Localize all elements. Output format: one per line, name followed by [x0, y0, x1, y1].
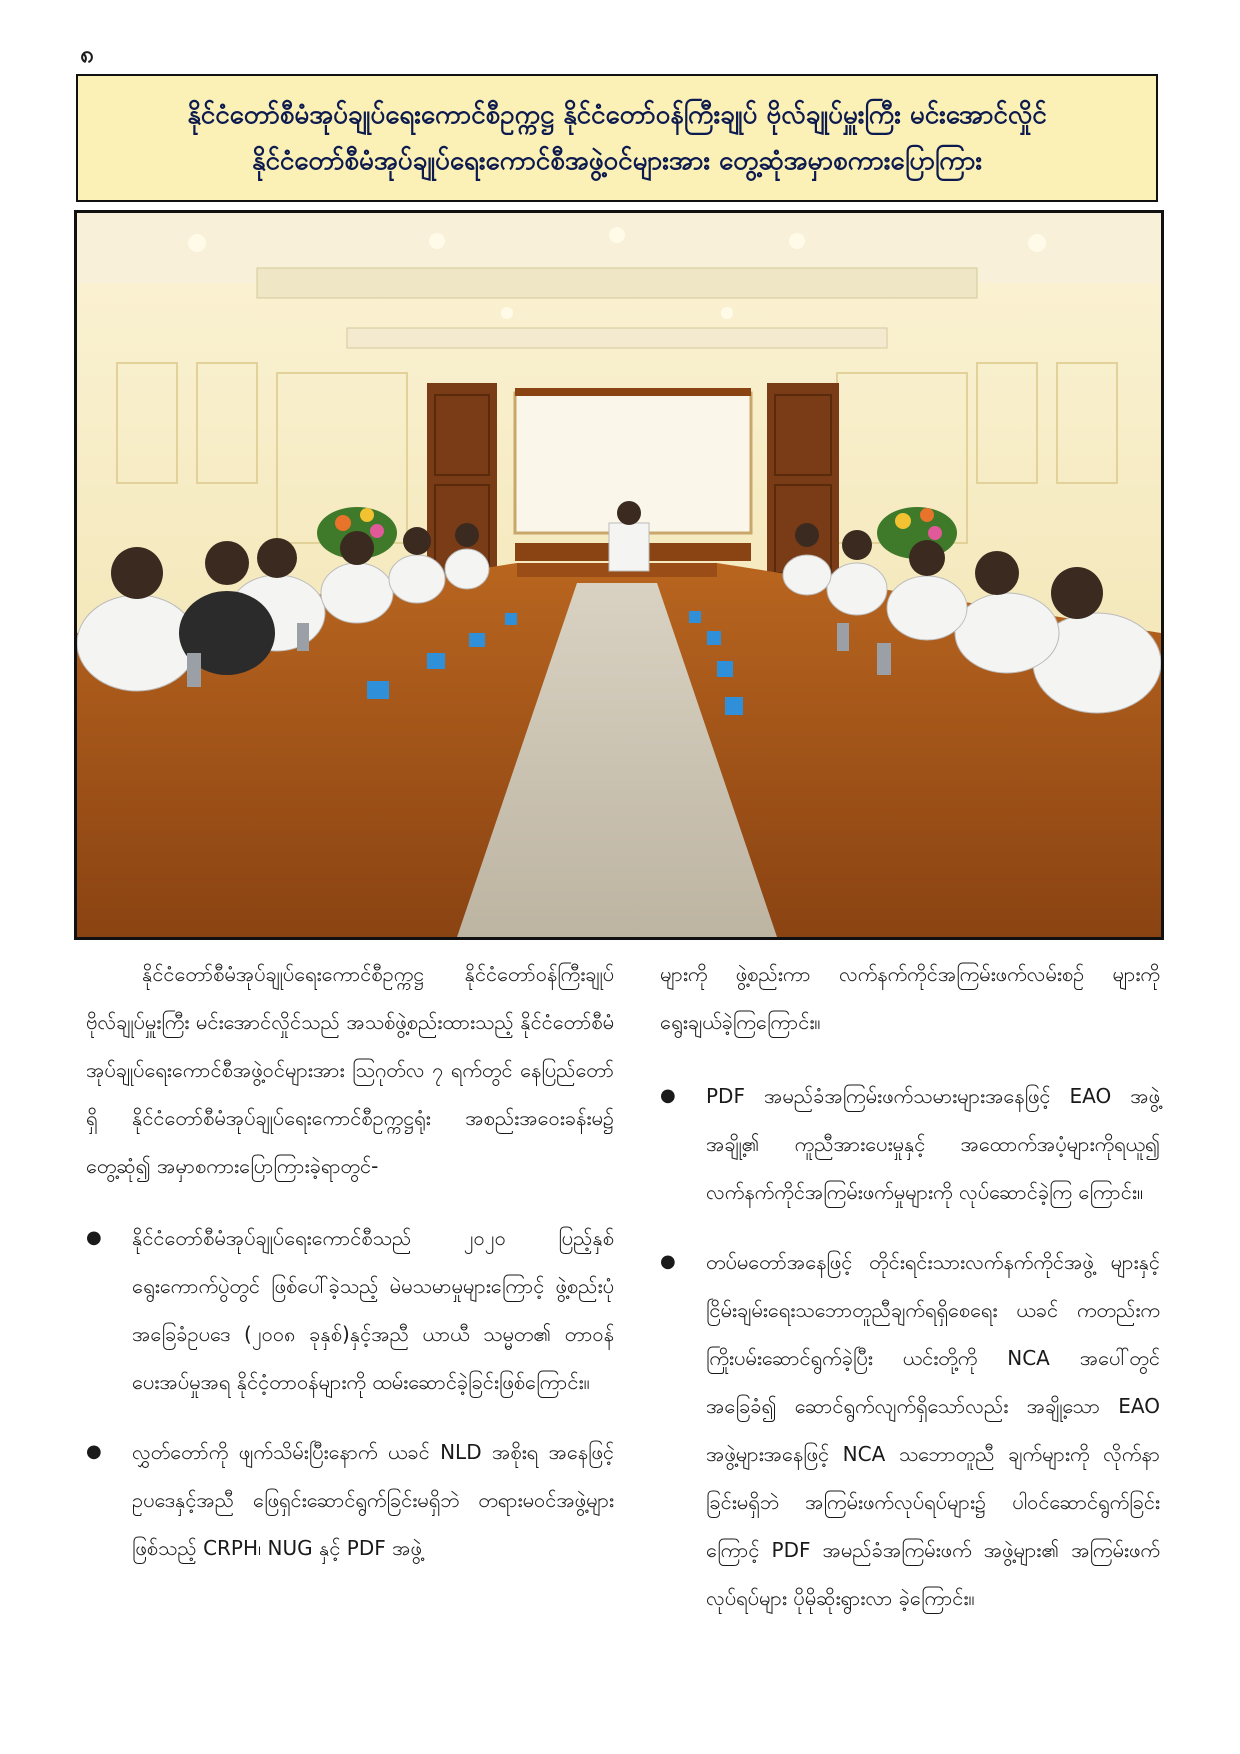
meeting-room-photo: [74, 210, 1164, 940]
bullet-item-3: ● PDF အမည်ခံအကြမ်းဖက်သမားများအနေဖြင့် EAO အဖွဲ့ အချို့၏ ကူညီအားပေးမှုနှင့် အထောက်အပံ့များကိုရယူ၍ လက်နက်ကိုင်အကြမ်းဖက်မှုများကို လုပ်ဆောင်ခဲ့ကြ ကြောင်း။: [660, 1072, 1160, 1216]
intro-paragraph: နိုင်ငံတော်စီမံအုပ်ချုပ်ရေးကောင်စီဥက္ကဋ္ဌ နိုင်ငံတော်ဝန်ကြီးချုပ် ဗိုလ်ချုပ်မှူးကြီး မင်းအောင်လှိုင်သည် အသစ်ဖွဲ့စည်းထားသည့် နိုင်ငံတော်စီမံအုပ်ချုပ်ရေးကောင်စီအဖွဲ့ဝင်များအား ဩဂုတ်လ ၇ ရက်တွင် နေပြည်တော်ရှိ နိုင်ငံတော်စီမံအုပ်ချုပ်ရေးကောင်စီဥက္ကဋ္ဌရုံး အစည်းအဝေးခန်းမ၌ တွေ့ဆုံ၍ အမှာစကားပြောကြားခဲ့ရာတွင်-: [86, 962, 614, 1178]
headline-line-2: နိုင်ငံတော်စီမံအုပ်ချုပ်ရေးကောင်စီအဖွဲ့ဝင်များအား တွေ့ဆုံအမှာစကားပြောကြား: [252, 146, 982, 176]
left-column: [86, 950, 614, 1594]
bullet-list-left: [86, 1214, 614, 1572]
bullet-item-2-continued: များကို ဖွဲ့စည်းကာ လက်နက်ကိုင်အကြမ်းဖက်လမ်းစဉ် များကို ရွေးချယ်ခဲ့ကြကြောင်း။: [660, 962, 1160, 1034]
meeting-room-illustration: [77, 213, 1161, 937]
bullet-list-right: [660, 1072, 1160, 1622]
bullet-item-2: ● လွှတ်တော်ကို ဖျက်သိမ်းပြီးနောက် ယခင် NLD အစိုးရ အနေဖြင့် ဥပဒေနှင့်အညီ ဖြေရှင်းဆောင်ရွက်ခြင်းမရှိဘဲ တရားမဝင်အဖွဲ့များဖြစ်သည့် CRPH၊ NUG နှင့် PDF အဖွဲ့: [86, 1428, 614, 1572]
bullet-item-1: ● နိုင်ငံတော်စီမံအုပ်ချုပ်ရေးကောင်စီသည် ၂၀၂၀ ပြည့်နှစ် ရွေးကောက်ပွဲတွင် ဖြစ်ပေါ်ခဲ့သည့် မဲမသမာမှုများကြောင့် ဖွဲ့စည်းပုံအခြေခံဥပဒေ (၂၀၀၈ ခုနှစ်)နှင့်အညီ ယာယီ သမ္မတ၏ တာဝန်ပေးအပ်မှုအရ နိုင်ငံ့တာဝန်များကို ထမ်းဆောင်ခဲ့ခြင်းဖြစ်ကြောင်း။: [86, 1214, 614, 1406]
headline-box: [76, 74, 1158, 202]
page-number: ၈: [80, 40, 94, 68]
headline-line-1: နိုင်ငံတော်စီမံအုပ်ချုပ်ရေးကောင်စီဥက္ကဋ္ဌ နိုင်ငံတော်ဝန်ကြီးချုပ် ဗိုလ်ချုပ်မှူးကြီး မင်းအောင်လှိုင်: [187, 100, 1047, 130]
right-column: [660, 950, 1160, 1644]
bullet-item-4: ● တပ်မတော်အနေဖြင့် တိုင်းရင်းသားလက်နက်ကိုင်အဖွဲ့ များနှင့် ငြိမ်းချမ်းရေးသဘောတူညီချက်ရရှိစေရေး ယခင် ကတည်းက ကြိုးပမ်းဆောင်ရွက်ခဲ့ပြီး ယင်းတို့ကို NCA အပေါ်တွင် အခြေခံ၍ ဆောင်ရွက်လျက်ရှိသော်လည်း အချို့သော EAO အဖွဲ့များအနေဖြင့် NCA သဘောတူညီ ချက်များကို လိုက်နာခြင်းမရှိဘဲ အကြမ်းဖက်လုပ်ရပ်များ၌ ပါဝင်ဆောင်ရွက်ခြင်းကြောင့် PDF အမည်ခံအကြမ်းဖက် အဖွဲ့များ၏ အကြမ်းဖက်လုပ်ရပ်များ ပိုမိုဆိုးရွားလာ ခဲ့ကြောင်း။: [660, 1238, 1160, 1622]
